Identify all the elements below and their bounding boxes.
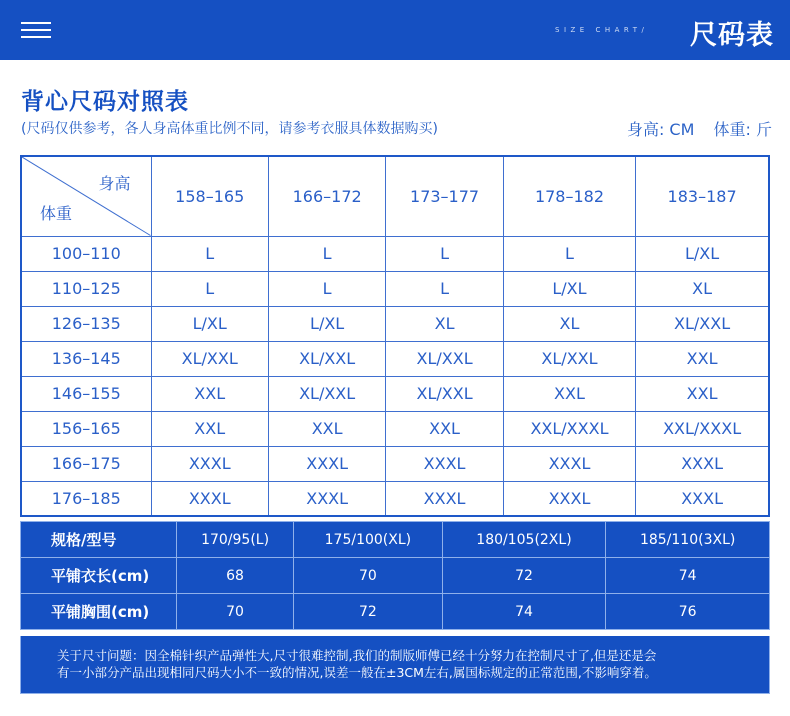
size-cell: XXL bbox=[268, 411, 385, 446]
height-column-header: 178–182 bbox=[503, 156, 635, 236]
weight-range-cell: 100–110 bbox=[21, 236, 151, 271]
size-cell: XXL bbox=[503, 376, 635, 411]
size-disclaimer-note bbox=[20, 636, 770, 694]
table-row bbox=[21, 341, 769, 376]
page-title: 背心尺码对照表 bbox=[21, 89, 189, 115]
height-axis-label: 身高 bbox=[98, 174, 131, 193]
table-row bbox=[21, 411, 769, 446]
model-cell: 180/105(2XL) bbox=[442, 522, 606, 558]
size-cell: XXXL bbox=[386, 446, 503, 481]
size-cell: XXXL bbox=[503, 481, 635, 516]
note-line: 关于尺寸问题：因全棉针织产品弹性大,尺寸很难控制,我们的制版师傅已经十分努力在控制尺寸了,但是还是会 bbox=[57, 648, 657, 663]
weight-range-cell: 176–185 bbox=[21, 481, 151, 516]
model-cell: 175/100(XL) bbox=[294, 522, 443, 558]
size-cell: XXL bbox=[636, 376, 769, 411]
weight-unit: 体重: 斤 bbox=[713, 120, 772, 139]
size-cell: XXL bbox=[151, 411, 268, 446]
spec-row-chest bbox=[21, 594, 770, 630]
size-cell: L bbox=[268, 271, 385, 306]
table-row bbox=[21, 306, 769, 341]
diagonal-divider bbox=[22, 157, 151, 236]
table-row bbox=[21, 376, 769, 411]
size-cell: XXXL bbox=[151, 446, 268, 481]
size-cell: XXL bbox=[636, 341, 769, 376]
spec-row-label: 平铺胸围(cm) bbox=[21, 594, 177, 630]
size-cell: L bbox=[151, 271, 268, 306]
spec-value-cell: 70 bbox=[294, 558, 443, 594]
height-column-header: 173–177 bbox=[386, 156, 503, 236]
size-cell: XXL bbox=[151, 376, 268, 411]
height-column-header: 183–187 bbox=[636, 156, 769, 236]
size-cell: L/XL bbox=[636, 236, 769, 271]
weight-range-cell: 126–135 bbox=[21, 306, 151, 341]
corner-cell bbox=[21, 156, 151, 236]
top-bar bbox=[0, 0, 790, 60]
size-cell: L bbox=[386, 236, 503, 271]
size-chart-subtitle: SIZE CHART/ bbox=[555, 26, 649, 34]
size-cell: XXXL bbox=[636, 446, 769, 481]
size-cell: XL/XXL bbox=[151, 341, 268, 376]
size-cell: L bbox=[268, 236, 385, 271]
note-line: 有一小部分产品出现相同尺码大小不一致的情况,误差一般在±3CM左右,属国标规定的正常范围,不影响穿着。 bbox=[57, 665, 657, 680]
height-column-header: 166–172 bbox=[268, 156, 385, 236]
size-cell: XXXL bbox=[503, 446, 635, 481]
size-cell: XXXL bbox=[151, 481, 268, 516]
weight-range-cell: 156–165 bbox=[21, 411, 151, 446]
spec-value-cell: 70 bbox=[177, 594, 294, 630]
size-cell: XL/XXL bbox=[386, 376, 503, 411]
size-cell: L/XL bbox=[268, 306, 385, 341]
size-table-header-row bbox=[21, 156, 769, 236]
height-column-header: 158–165 bbox=[151, 156, 268, 236]
size-cell: XXL/XXXL bbox=[636, 411, 769, 446]
weight-range-cell: 146–155 bbox=[21, 376, 151, 411]
spec-value-cell: 76 bbox=[606, 594, 770, 630]
spec-row-length bbox=[21, 558, 770, 594]
spec-value-cell: 72 bbox=[442, 558, 606, 594]
spec-value-cell: 74 bbox=[442, 594, 606, 630]
spec-value-cell: 72 bbox=[294, 594, 443, 630]
units-legend bbox=[613, 117, 772, 140]
size-cell: L/XL bbox=[151, 306, 268, 341]
table-row bbox=[21, 481, 769, 516]
spec-table bbox=[20, 521, 770, 630]
model-cell: 185/110(3XL) bbox=[606, 522, 770, 558]
size-lookup-table bbox=[20, 155, 770, 517]
size-cell: XXXL bbox=[268, 481, 385, 516]
weight-range-cell: 166–175 bbox=[21, 446, 151, 481]
size-cell: L bbox=[151, 236, 268, 271]
size-cell: XXXL bbox=[636, 481, 769, 516]
size-cell: XXXL bbox=[268, 446, 385, 481]
table-row bbox=[21, 446, 769, 481]
spec-header-label: 规格/型号 bbox=[21, 522, 177, 558]
height-unit: 身高: CM bbox=[626, 120, 695, 139]
weight-range-cell: 110–125 bbox=[21, 271, 151, 306]
size-cell: XL/XXL bbox=[503, 341, 635, 376]
size-cell: XL/XXL bbox=[386, 341, 503, 376]
spec-value-cell: 68 bbox=[177, 558, 294, 594]
table-row bbox=[21, 236, 769, 271]
spec-value-cell: 74 bbox=[606, 558, 770, 594]
table-row bbox=[21, 271, 769, 306]
spec-header-row bbox=[21, 522, 770, 558]
size-cell: L bbox=[386, 271, 503, 306]
size-cell: XL bbox=[503, 306, 635, 341]
header-title: 尺码表 bbox=[690, 20, 774, 51]
reference-note: (尺码仅供参考，各人身高体重比例不同，请参考衣服具体数据购买) bbox=[21, 121, 438, 137]
size-cell: L bbox=[503, 236, 635, 271]
size-cell: XL bbox=[386, 306, 503, 341]
weight-axis-label: 体重 bbox=[40, 203, 73, 223]
size-cell: XL bbox=[636, 271, 769, 306]
size-cell: L/XL bbox=[503, 271, 635, 306]
hamburger-menu-icon[interactable] bbox=[21, 19, 51, 41]
model-cell: 170/95(L) bbox=[177, 522, 294, 558]
size-cell: XL/XXL bbox=[268, 341, 385, 376]
weight-range-cell: 136–145 bbox=[21, 341, 151, 376]
size-cell: XXL/XXXL bbox=[503, 411, 635, 446]
size-cell: XXXL bbox=[386, 481, 503, 516]
size-cell: XL/XXL bbox=[268, 376, 385, 411]
size-cell: XXL bbox=[386, 411, 503, 446]
size-cell: XL/XXL bbox=[636, 306, 769, 341]
spec-row-label: 平铺衣长(cm) bbox=[21, 558, 177, 594]
